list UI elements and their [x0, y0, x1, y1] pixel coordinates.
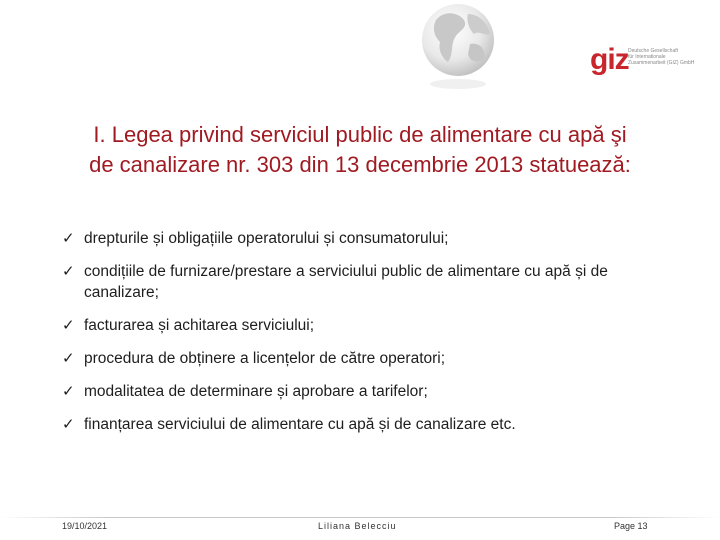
- list-item: [62, 414, 672, 435]
- slide-title: [40, 120, 680, 180]
- checkmark-icon: ✓: [62, 383, 75, 400]
- list-item-text: finanțarea serviciului de alimentare cu apă și de canalizare etc.: [84, 416, 516, 433]
- checkmark-icon: ✓: [62, 350, 75, 367]
- title-colon: :: [624, 152, 631, 177]
- logo-line: für Internationale: [628, 54, 666, 60]
- list-item-text: drepturile și obligațiile operatorului și consumatorului;: [84, 230, 449, 247]
- list-item: [62, 315, 672, 336]
- globe-icon: [420, 0, 502, 108]
- bullet-list: [62, 228, 672, 447]
- list-item-text: facturarea și achitarea serviciului;: [84, 317, 315, 334]
- list-item: [62, 261, 672, 303]
- checkmark-icon: ✓: [62, 317, 75, 334]
- list-item-text: modalitatea de determinare și aprobare a tarifelor;: [84, 383, 428, 400]
- title-line-2-wrap: [40, 150, 680, 180]
- title-line-2: de canalizare nr. 303 din 13 decembrie 2013 statuează: [89, 152, 625, 177]
- footer-page-number: Page 13: [614, 521, 648, 531]
- footer-author: Liliana Belecciu: [318, 521, 397, 531]
- list-item-text: procedura de obținere a licențelor de către operatori;: [84, 350, 446, 367]
- logo-text: [628, 48, 720, 66]
- checkmark-icon: ✓: [62, 230, 75, 247]
- list-item: [62, 228, 672, 249]
- checkmark-icon: ✓: [62, 263, 75, 280]
- logo-line: Deutsche Gesellschaft: [628, 48, 679, 54]
- list-item: [62, 348, 672, 369]
- logo-mark: giz: [590, 43, 629, 76]
- list-item-text: condițiile de furnizare/prestare a serviciului public de alimentare cu apă și de canalizare;: [84, 263, 608, 301]
- logo-line: Zusammenarbeit (GIZ) GmbH: [628, 60, 695, 66]
- list-item: [62, 381, 672, 402]
- title-line-1: I. Legea privind serviciul public de alimentare cu apă şi: [93, 122, 627, 147]
- footer-divider: [0, 517, 720, 518]
- checkmark-icon: ✓: [62, 416, 75, 433]
- footer-date: 19/10/2021: [62, 521, 108, 531]
